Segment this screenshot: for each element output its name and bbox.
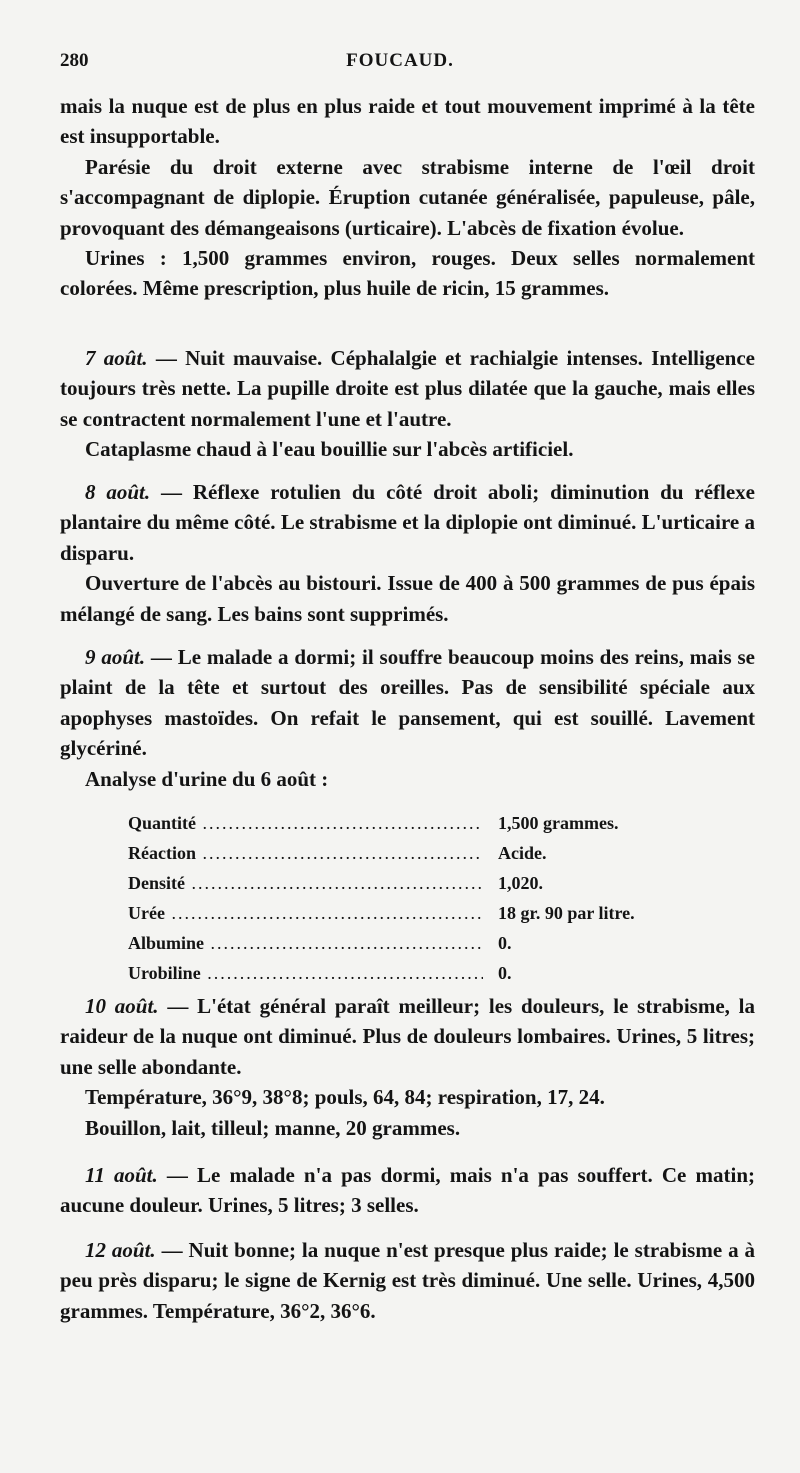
- table-row: [128, 838, 688, 868]
- paragraph: Bouillon, lait, tilleul; manne, 20 grammes.: [85, 1115, 461, 1140]
- row-label: Densité .....: [128, 868, 483, 898]
- row-label: Quantité .....: [128, 808, 483, 838]
- entry-9-aout: [60, 642, 755, 794]
- paragraph: Urines : 1,500 grammes environ, rouges. Deux selles normalement colorées. Même prescription, plus huile de ricin, 15 grammes.: [60, 246, 755, 301]
- paragraph: 12 août. — Nuit bonne; la nuque n'est presque plus raide; le strabisme a à peu près disparu; le signe de Kernig est très diminué. Une selle. Urines, 4,500 grammes. Température, 36°2, 36°6.: [60, 1238, 755, 1323]
- entry-date: 9 août.: [85, 645, 146, 669]
- entry-11-aout: [60, 1160, 755, 1221]
- entry-date: 11 août.: [85, 1163, 158, 1187]
- entry-date: 12 août.: [85, 1238, 156, 1262]
- paragraph: Température, 36°9, 38°8; pouls, 64, 84; respiration, 17, 24.: [85, 1085, 605, 1110]
- paragraph: Cataplasme chaud à l'eau bouillie sur l'abcès artificiel.: [85, 437, 574, 462]
- paragraph: Analyse d'urine du 6 août :: [85, 766, 329, 791]
- block-continuation: [60, 91, 755, 304]
- row-label: Réaction .....: [128, 838, 483, 868]
- paragraph: 7 août. — Nuit mauvaise. Céphalalgie et rachialgie intenses. Intelligence toujours très nette. La pupille droite est plus dilatée que la gauche, mais elles se contractent normalement l'une et l'autre.: [60, 346, 755, 431]
- entry-8-aout: [60, 477, 755, 629]
- entry-date: 7 août.: [85, 346, 148, 370]
- entry-date: 10 août.: [85, 994, 159, 1018]
- table-row: [128, 808, 688, 838]
- entry-7-aout: [60, 343, 755, 465]
- entry-12-aout: [60, 1235, 755, 1326]
- table-row: [128, 868, 688, 898]
- entry-10-aout: [60, 991, 755, 1143]
- row-value: Acide.: [498, 843, 547, 863]
- paragraph: Parésie du droit externe avec strabisme interne de l'œil droit s'accompagnant de diplopie. Éruption cutanée généralisée, papuleuse, pâle, provoquant des démangeaisons (urticaire). L'abcès de fixation évolue.: [60, 154, 755, 240]
- paragraph: Ouverture de l'abcès au bistouri. Issue de 400 à 500 grammes de pus épais mélangé de sang. Les bains sont supprimés.: [60, 571, 755, 626]
- paragraph: 9 août. — Le malade a dormi; il souffre beaucoup moins des reins, mais se plaint de la tête et surtout des oreilles. Pas de sensibilité spéciale aux apophyses mastoïdes. On refait le pansement, qui est souillé. Lavement glycériné.: [60, 645, 755, 761]
- paragraph: 11 août. — Le malade n'a pas dormi, mais n'a pas souffert. Ce matin; aucune douleur. Urines, 5 litres; 3 selles.: [60, 1163, 756, 1218]
- row-label: Urobiline .....: [128, 958, 483, 988]
- paragraph: 10 août. — L'état général paraît meilleur; les douleurs, le strabisme, la raideur de la nuque ont diminué. Plus de douleurs lombaires. Urines, 5 litres; une selle abondante.: [60, 994, 756, 1079]
- entry-date: 8 août.: [85, 480, 151, 504]
- page-header: [60, 50, 740, 80]
- table-row: [128, 958, 688, 988]
- row-value: 0.: [498, 963, 512, 983]
- row-label: Urée .....: [128, 898, 483, 928]
- row-value: 18 gr. 90 par litre.: [498, 903, 635, 923]
- paragraph: 8 août. — Réflexe rotulien du côté droit aboli; diminution du réflexe plantaire du même côté. Le strabisme et la diplopie ont diminué. L'urticaire a disparu.: [60, 480, 756, 565]
- row-label: Albumine .....: [128, 928, 483, 958]
- table-row: [128, 928, 688, 958]
- table-row: [128, 898, 688, 928]
- page-number: 280: [60, 50, 89, 71]
- running-title: FOUCAUD.: [346, 50, 454, 71]
- row-value: 0.: [498, 933, 512, 953]
- row-value: 1,020.: [498, 873, 543, 893]
- urine-analysis-table: [128, 808, 688, 988]
- row-value: 1,500 grammes.: [498, 813, 619, 833]
- paragraph: mais la nuque est de plus en plus raide et tout mouvement imprimé à la tête est insupportable.: [60, 94, 755, 149]
